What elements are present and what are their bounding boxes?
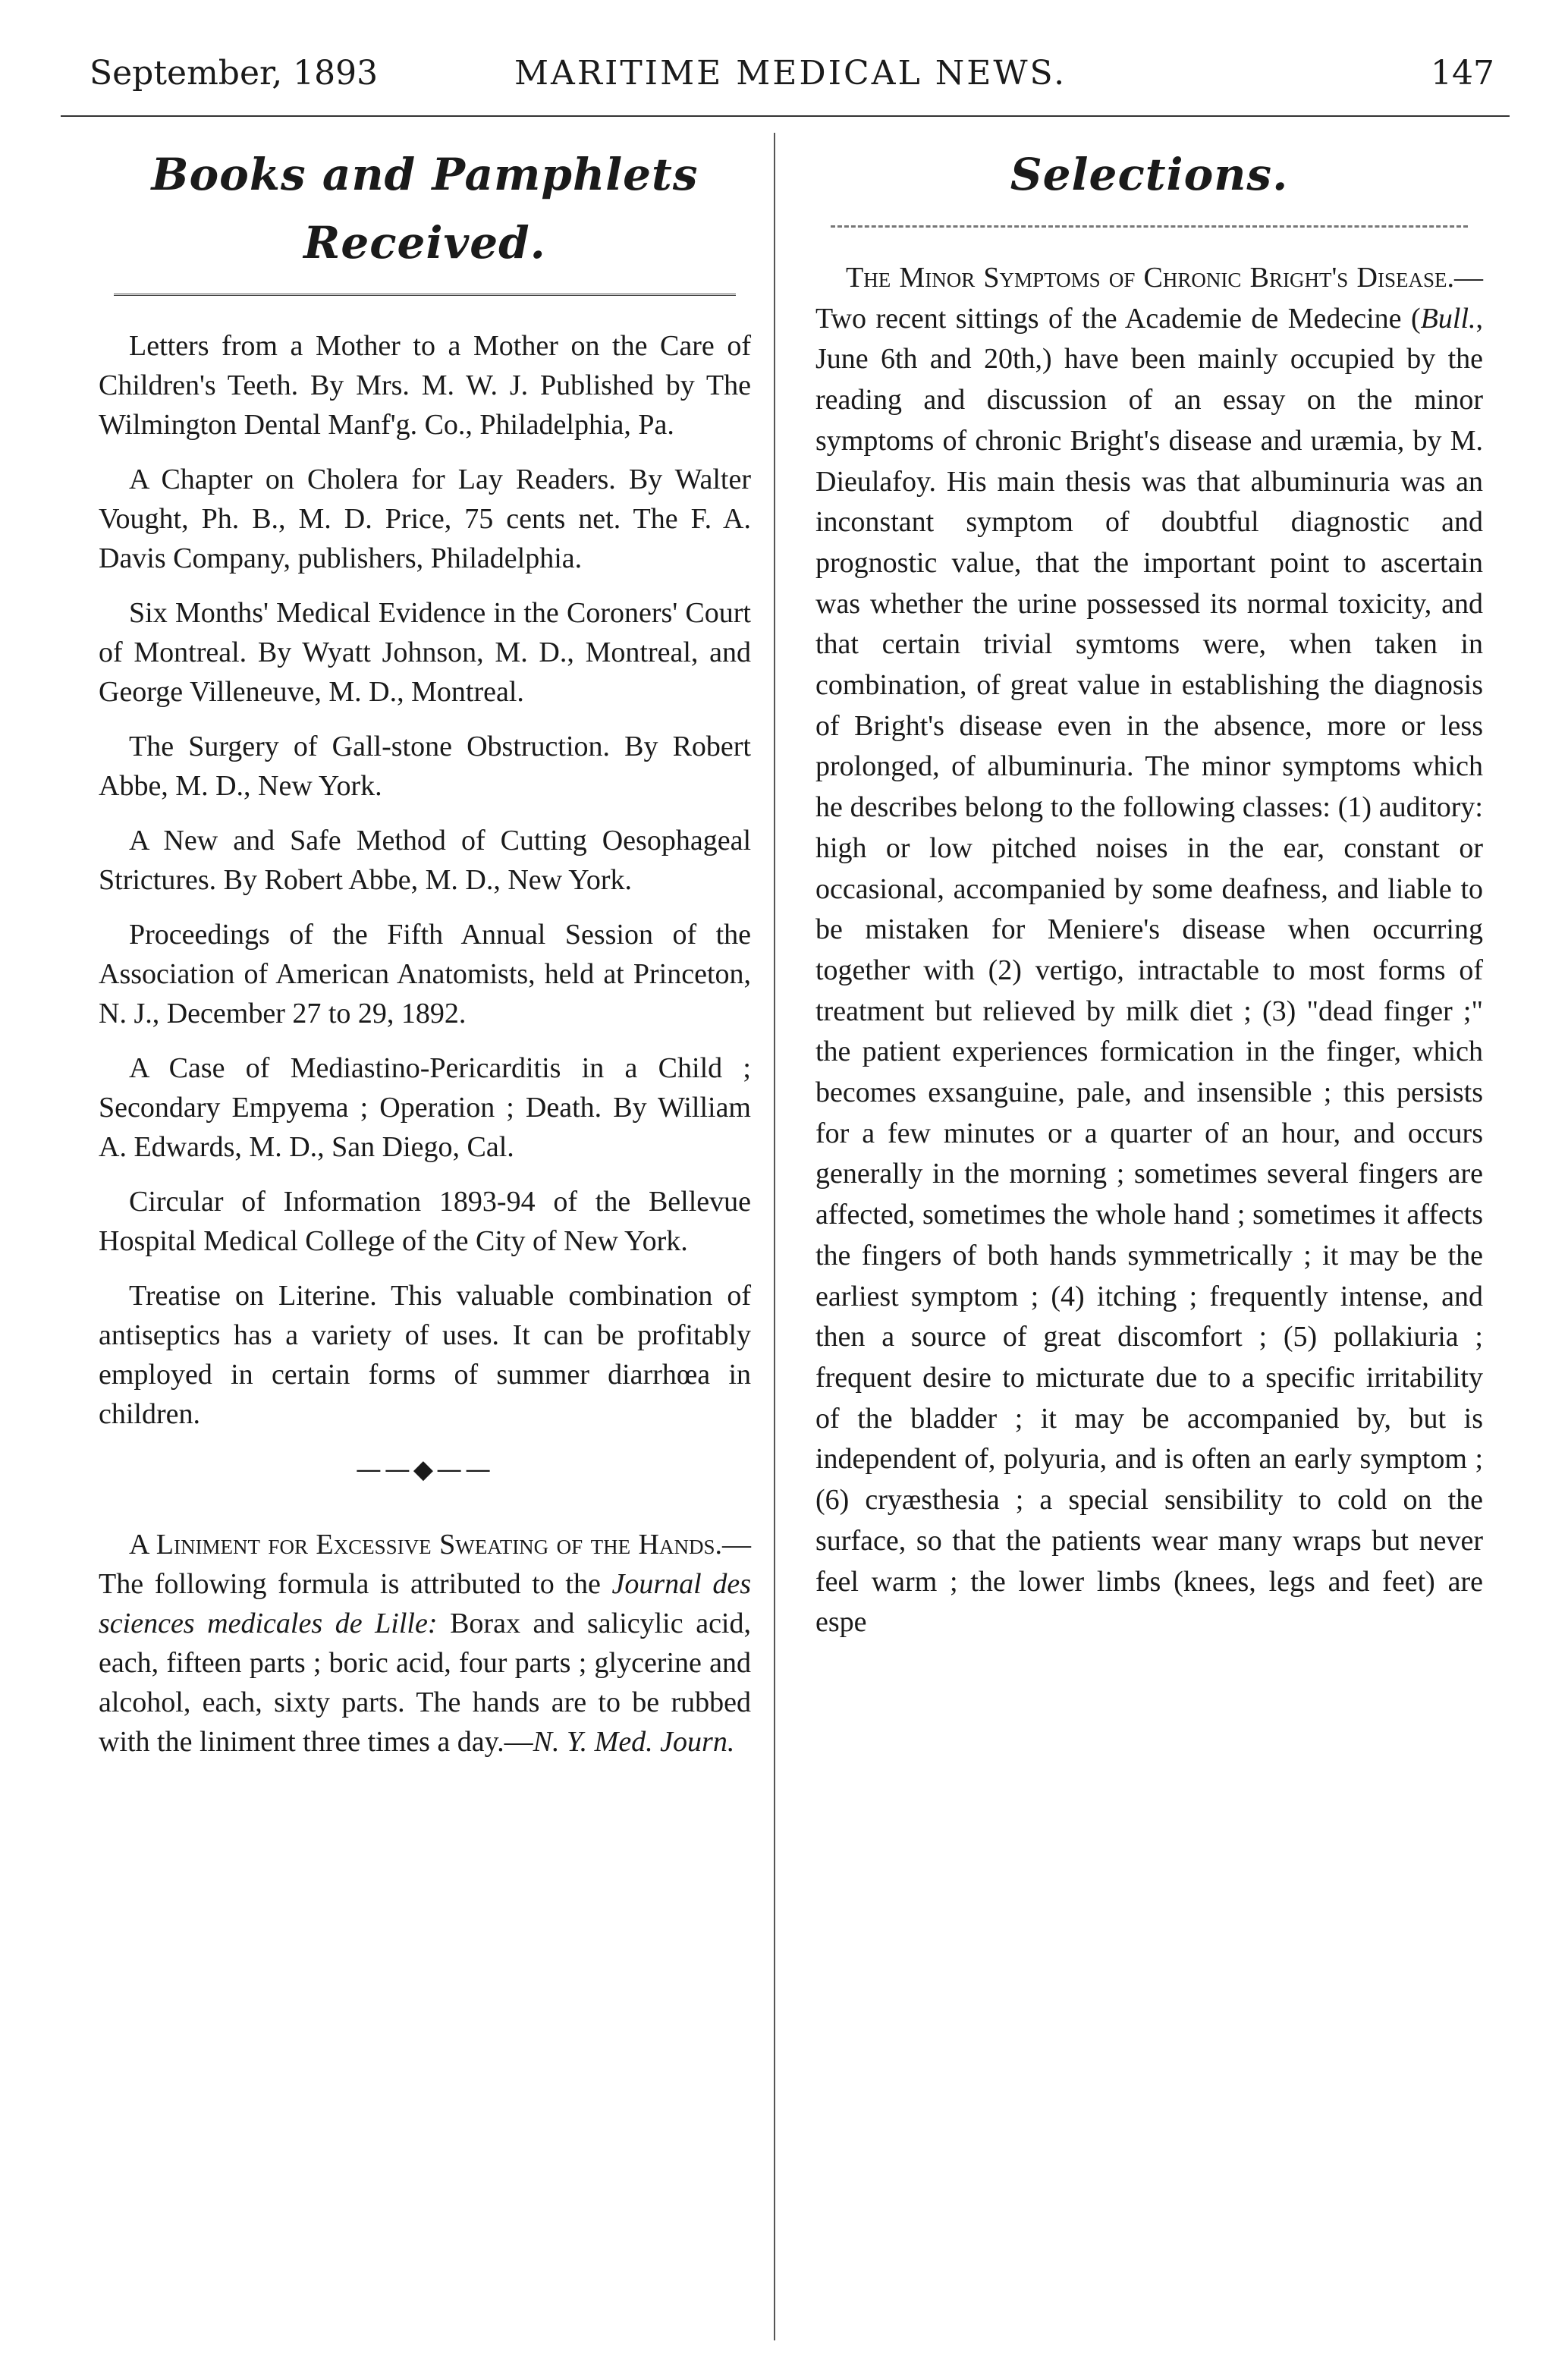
book-entry: Letters from a Mother to a Mother on the Care of Children's Teeth. By Mrs. M. W. J. Published by The Wilmington Dental Manf'g. Co., Philadelphia, Pa. (99, 330, 751, 441)
ornament-divider: ——◆—— (355, 1454, 495, 1485)
issue-date: September, 1893 (90, 54, 379, 93)
liniment-title: A Liniment for Excessive Sweating of the Hands. (129, 1529, 722, 1561)
column-divider (774, 133, 775, 2340)
header-rule (61, 115, 1510, 117)
heading-rule (114, 294, 736, 296)
journal-title: MARITIME MEDICAL NEWS. (514, 54, 1067, 93)
selections-heading: Selections. (1010, 149, 1289, 200)
book-entry: The Surgery of Gall-stone Obstruction. By Robert Abbe, M. D., New York. (99, 731, 751, 802)
book-entry: A New and Safe Method of Cutting Oesophageal Strictures. By Robert Abbe, M. D., New York. (99, 825, 751, 896)
book-entry: A Case of Mediastino-Pericarditis in a Child ; Secondary Empyema ; Operation ; Death. By William A. Edwards, M. D., San Diego, Cal. (99, 1052, 751, 1163)
book-entry: A Chapter on Cholera for Lay Readers. By Walter Vought, Ph. B., M. D. Price, 75 cents net. The F. A. Davis Company, publishers, Philadelphia. (99, 464, 751, 574)
liniment-source: N. Y. Med. Journ. (533, 1726, 735, 1758)
book-entry: Circular of Information 1893-94 of the Bellevue Hospital Medical College of the City of New York. (99, 1186, 751, 1257)
article-text: —Two recent sittings of the Academie de Medecine ( (815, 262, 1483, 335)
book-entry: Proceedings of the Fifth Annual Session of the Association of American Anatomists, held at Princeton, N. J., December 27 to 29, 1892. (99, 919, 751, 1029)
article-text: , June 6th and 20th,) have been mainly occupied by the reading and discussion of an essay on the minor symptoms of chronic Bright's disease and uræmia, by M. Dieulafoy. His main thesis was that albuminuria was an inconstant symptom of doubtful diagnostic and prognostic value, that the important point to ascertain was whether the urine possessed its normal toxicity, and that certain trivial symtoms were, when taken in combination, of great value in establishing the diagnosis of Bright's disease even in the absence, more or less prolonged, of albuminuria. The minor symptoms which he describes belong to the following classes: (1) auditory: high or low pitched noises in the ear, constant or occasional, accompanied by some deafness, and liable to be mistaken for Meniere's disease when occurring together with (2) vertigo, intractable to most forms of treatment but relieved by milk diet ; (3) "dead finger ;" the patient experiences formication in the finger, which becomes exsanguine, pale, and insensible ; this persists for a few minutes or a quarter of an hour, and occurs generally in the morning ; sometimes several fingers are affected, sometimes the whole hand ; sometimes it affects the fingers of both hands symmetrically ; it may be the earliest symptom ; (4) itching ; frequently intense, and then a source of great discomfort ; (5) pollakiuria ; frequent desire to micturate due to a specific irritability of the bladder ; it may be accompanied by, but is independent of, polyuria, and is often an early symptom ; (6) cryæsthesia ; a special sensibility to cold on the surface, so that the patients wear many wraps but never feel warm ; the lower limbs (knees, legs and feet) are espe (815, 302, 1483, 1639)
book-entry: Six Months' Medical Evidence in the Coroners' Court of Montreal. By Wyatt Johnson, M. D., Montreal, and George Villeneuve, M. D., Montreal. (99, 597, 751, 708)
liniment-text: —The following formula is attributed to the (99, 1529, 751, 1600)
right-column (815, 140, 1483, 1643)
book-entry: Treatise on Literine. This valuable combination of antiseptics has a variety of uses. It can be profitably employed in certain forms of summer diarrhœa in children. (99, 1280, 751, 1430)
books-received-heading: Books and Pamphlets Received. (151, 149, 699, 269)
selection-article (815, 258, 1483, 1643)
article-title: The Minor Symptoms of Chronic Bright's Disease. (846, 262, 1454, 294)
heading-rule (831, 225, 1468, 228)
article-citation: Bull. (1420, 302, 1476, 335)
liniment-journal: Journal des sciences medicales de Lille: (99, 1568, 751, 1639)
liniment-article (99, 1525, 751, 1762)
left-column (99, 140, 751, 1777)
liniment-text: Borax and salicylic acid, each, fifteen parts ; boric acid, four parts ; glycerine and alcohol, each, sixty parts. The hands are to be rubbed with the liniment three times a day.— (99, 1608, 751, 1758)
page-number: 147 (1431, 54, 1494, 93)
running-head (90, 47, 1494, 100)
